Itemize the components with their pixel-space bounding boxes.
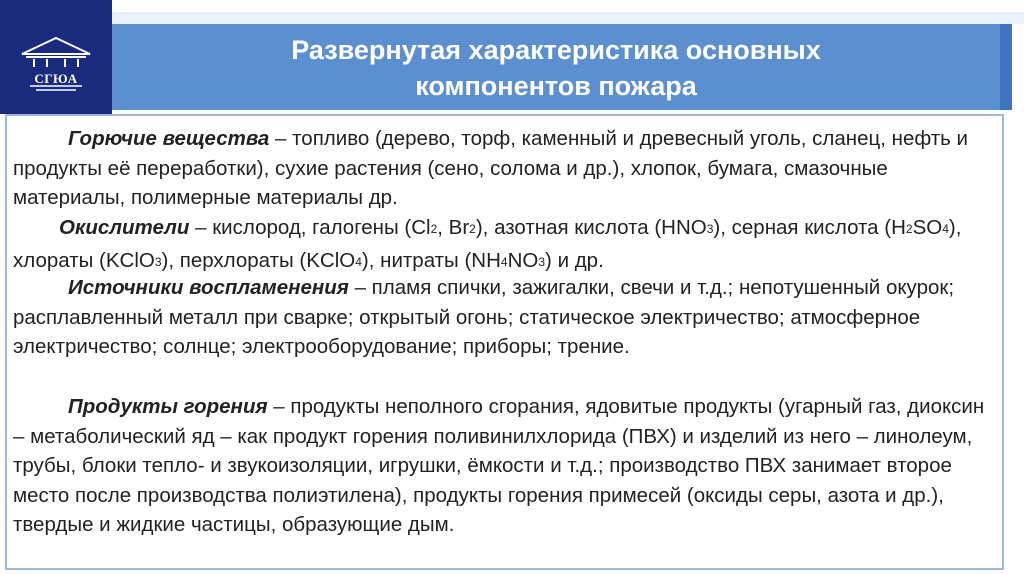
- logo-text: СГЮА: [34, 71, 78, 86]
- text-oxidizers-7: ), перхлораты (KClO: [161, 248, 356, 272]
- top-stripe: [112, 12, 1024, 24]
- paragraph-ignition-sources: [13, 273, 998, 362]
- text-oxidizers-1: – кислород, галогены (Cl: [189, 216, 431, 239]
- subscript: 4: [942, 222, 949, 236]
- subscript: 4: [355, 254, 362, 269]
- text-combustibles: – топливо (дерево, торф, каменный и древесный уголь, сланец, нефть и продукты её переработки), сухие растения (сено, солома и др.), хлопок, бумага, смазочные материалы, полимерные материалы др.: [13, 127, 968, 209]
- title-banner: [112, 24, 1012, 110]
- paragraph-oxidizers: [13, 213, 998, 278]
- text-ignition-sources: – пламя спички, зажигалки, свечи и т.д.; непотушенный окурок; расплавленный металл при сварке; открытый огонь; статическое электричество; атмосферное электричество; солнце; электрооборудование; приборы; трение.: [13, 276, 955, 358]
- subscript: 2: [469, 222, 476, 236]
- university-logo: [10, 34, 102, 94]
- page-title-line-1: Развернутая характеристика основных: [291, 35, 821, 65]
- subscript: 3: [154, 254, 162, 269]
- paragraph-combustibles: [13, 124, 998, 213]
- paragraph-combustion-products: [13, 392, 998, 540]
- sidebar-brand-block: [0, 0, 112, 114]
- text-combustion-products: – продукты неполного сгорания, ядовитые продукты (угарный газ, диоксин – метаболический яд – как продукт горения поливинилхлорида (ПВХ) и изделий из него – линолеум, трубы, блоки тепло- и звукоизоляции, игрушки, ёмкости и т.д.; производство ПВХ занимает второе место после производства полиэтилена), продукты горения примесей (оксиды серы, азота и др.), твердые и жидкие частицы, образующие дым.: [13, 395, 985, 536]
- term-ignition-sources: Источники воспламенения: [68, 276, 349, 299]
- text-oxidizers-9: NO: [507, 248, 539, 272]
- content-box: [5, 114, 1004, 570]
- subscript: 3: [538, 254, 546, 269]
- text-oxidizers-3: ), азотная кислота (HNO: [475, 216, 707, 239]
- subscript: 4: [500, 254, 508, 269]
- term-oxidizers: Окислители: [59, 216, 190, 239]
- text-oxidizers-4: ), серная кислота (H: [713, 216, 906, 239]
- subscript: 2: [430, 222, 438, 236]
- page-title: [112, 32, 1000, 104]
- text-oxidizers-5: SO: [912, 216, 943, 239]
- text-oxidizers-10: ) и др.: [545, 248, 604, 272]
- text-oxidizers-8: ), нитраты (NH: [361, 248, 501, 272]
- term-combustibles: Горючие вещества: [68, 127, 270, 150]
- text-oxidizers-2: , Br: [437, 216, 470, 239]
- subscript: 2: [905, 222, 913, 236]
- subscript: 3: [706, 222, 714, 236]
- term-combustion-products: Продукты горения: [68, 395, 268, 418]
- text-oxidizers-6: ), хлораты (KClO: [13, 216, 962, 272]
- page-title-line-2: компонентов пожара: [415, 71, 697, 101]
